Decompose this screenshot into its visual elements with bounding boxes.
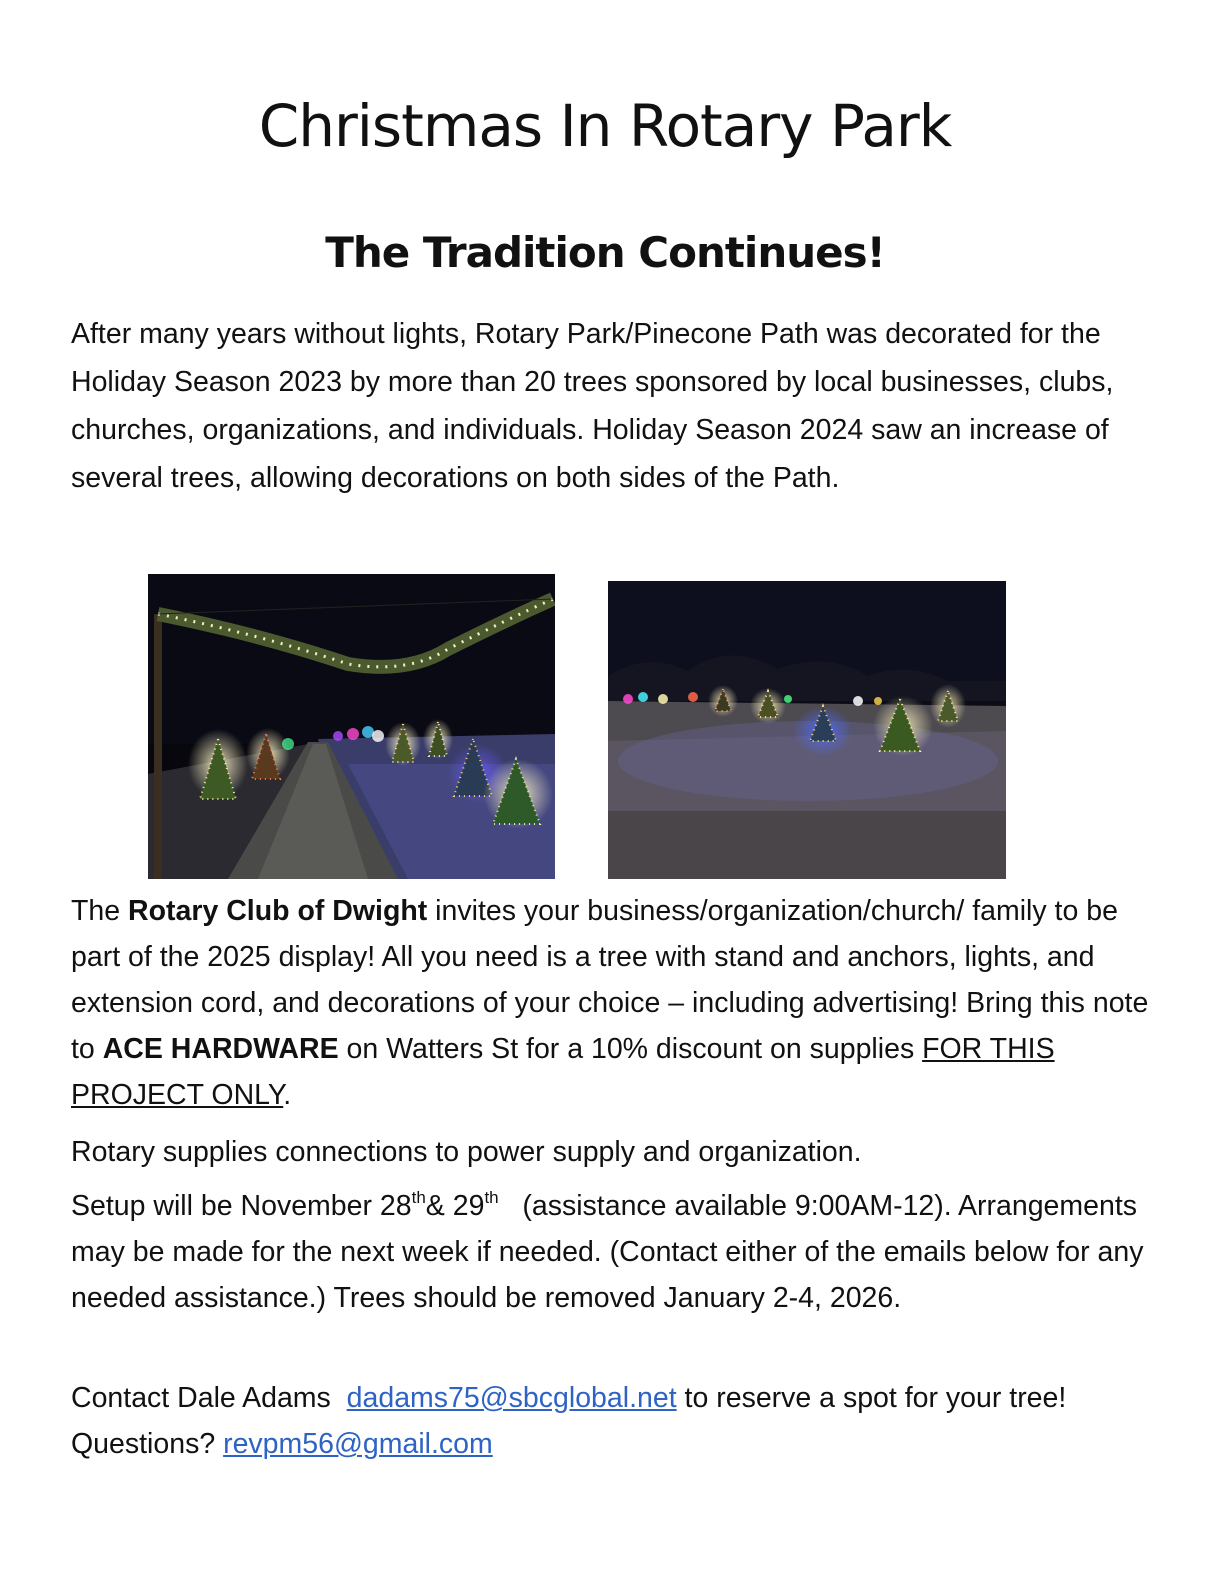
- setup-superscript-2: th: [484, 1188, 499, 1207]
- intro-paragraph: After many years without lights, Rotary Park/Pinecone Path was decorated for the Holiday Season 2023 by more than 20 trees sponsored by local businesses, clubs, churches, organizations, and individuals. Holiday Season 2024 saw an increase of several trees, allowing decorations on both sides of the Path.: [71, 318, 1114, 494]
- page-subtitle: The Tradition Continues!: [325, 228, 885, 277]
- setup-paragraph: [71, 1183, 1151, 1321]
- project-only-note: FOR THIS PROJECT ONLY: [71, 1033, 1055, 1111]
- setup-text-2: & 29: [425, 1190, 485, 1222]
- email-link-questions[interactable]: revpm56@gmail.com: [223, 1428, 493, 1460]
- contact-text-1: Contact Dale Adams: [71, 1382, 347, 1414]
- setup-text-3: (assistance available 9:00AM-12). Arrangements may be made for the next week if needed. (Contact either of the emails below for any needed assistance.) Trees should be removed January 2-4, 2026.: [71, 1190, 1152, 1314]
- store-name: ACE HARDWARE: [102, 1033, 339, 1065]
- contact-text-2: to reserve a spot for your tree! Questions?: [71, 1382, 1083, 1460]
- invite-text-1: The: [71, 895, 129, 927]
- email-link-dale-adams[interactable]: dadams75@sbcglobal.net: [346, 1382, 677, 1414]
- photo-park-trees: [608, 581, 1006, 879]
- supplies-paragraph: Rotary supplies connections to power supply and organization.: [71, 1136, 862, 1168]
- contact-paragraph: [71, 1375, 1151, 1467]
- setup-text-1: Setup will be November 28: [71, 1190, 412, 1222]
- photo-lit-path-garland: [148, 574, 555, 879]
- club-name: Rotary Club of Dwight: [128, 895, 428, 927]
- invite-text-3: on Watters St for a 10% discount on supplies: [338, 1033, 923, 1065]
- invite-text-4: .: [283, 1079, 292, 1111]
- page-title: Christmas In Rotary Park: [258, 92, 952, 160]
- invite-text-2: invites your business/organization/church/ family to be part of the 2025 display! All you need is a tree with stand and anchors, lights, and extension cord, and decorations of your choice – including advertising! Bring this note to: [71, 895, 1149, 1065]
- setup-superscript-1: th: [411, 1188, 426, 1207]
- invite-paragraph: [71, 888, 1151, 1118]
